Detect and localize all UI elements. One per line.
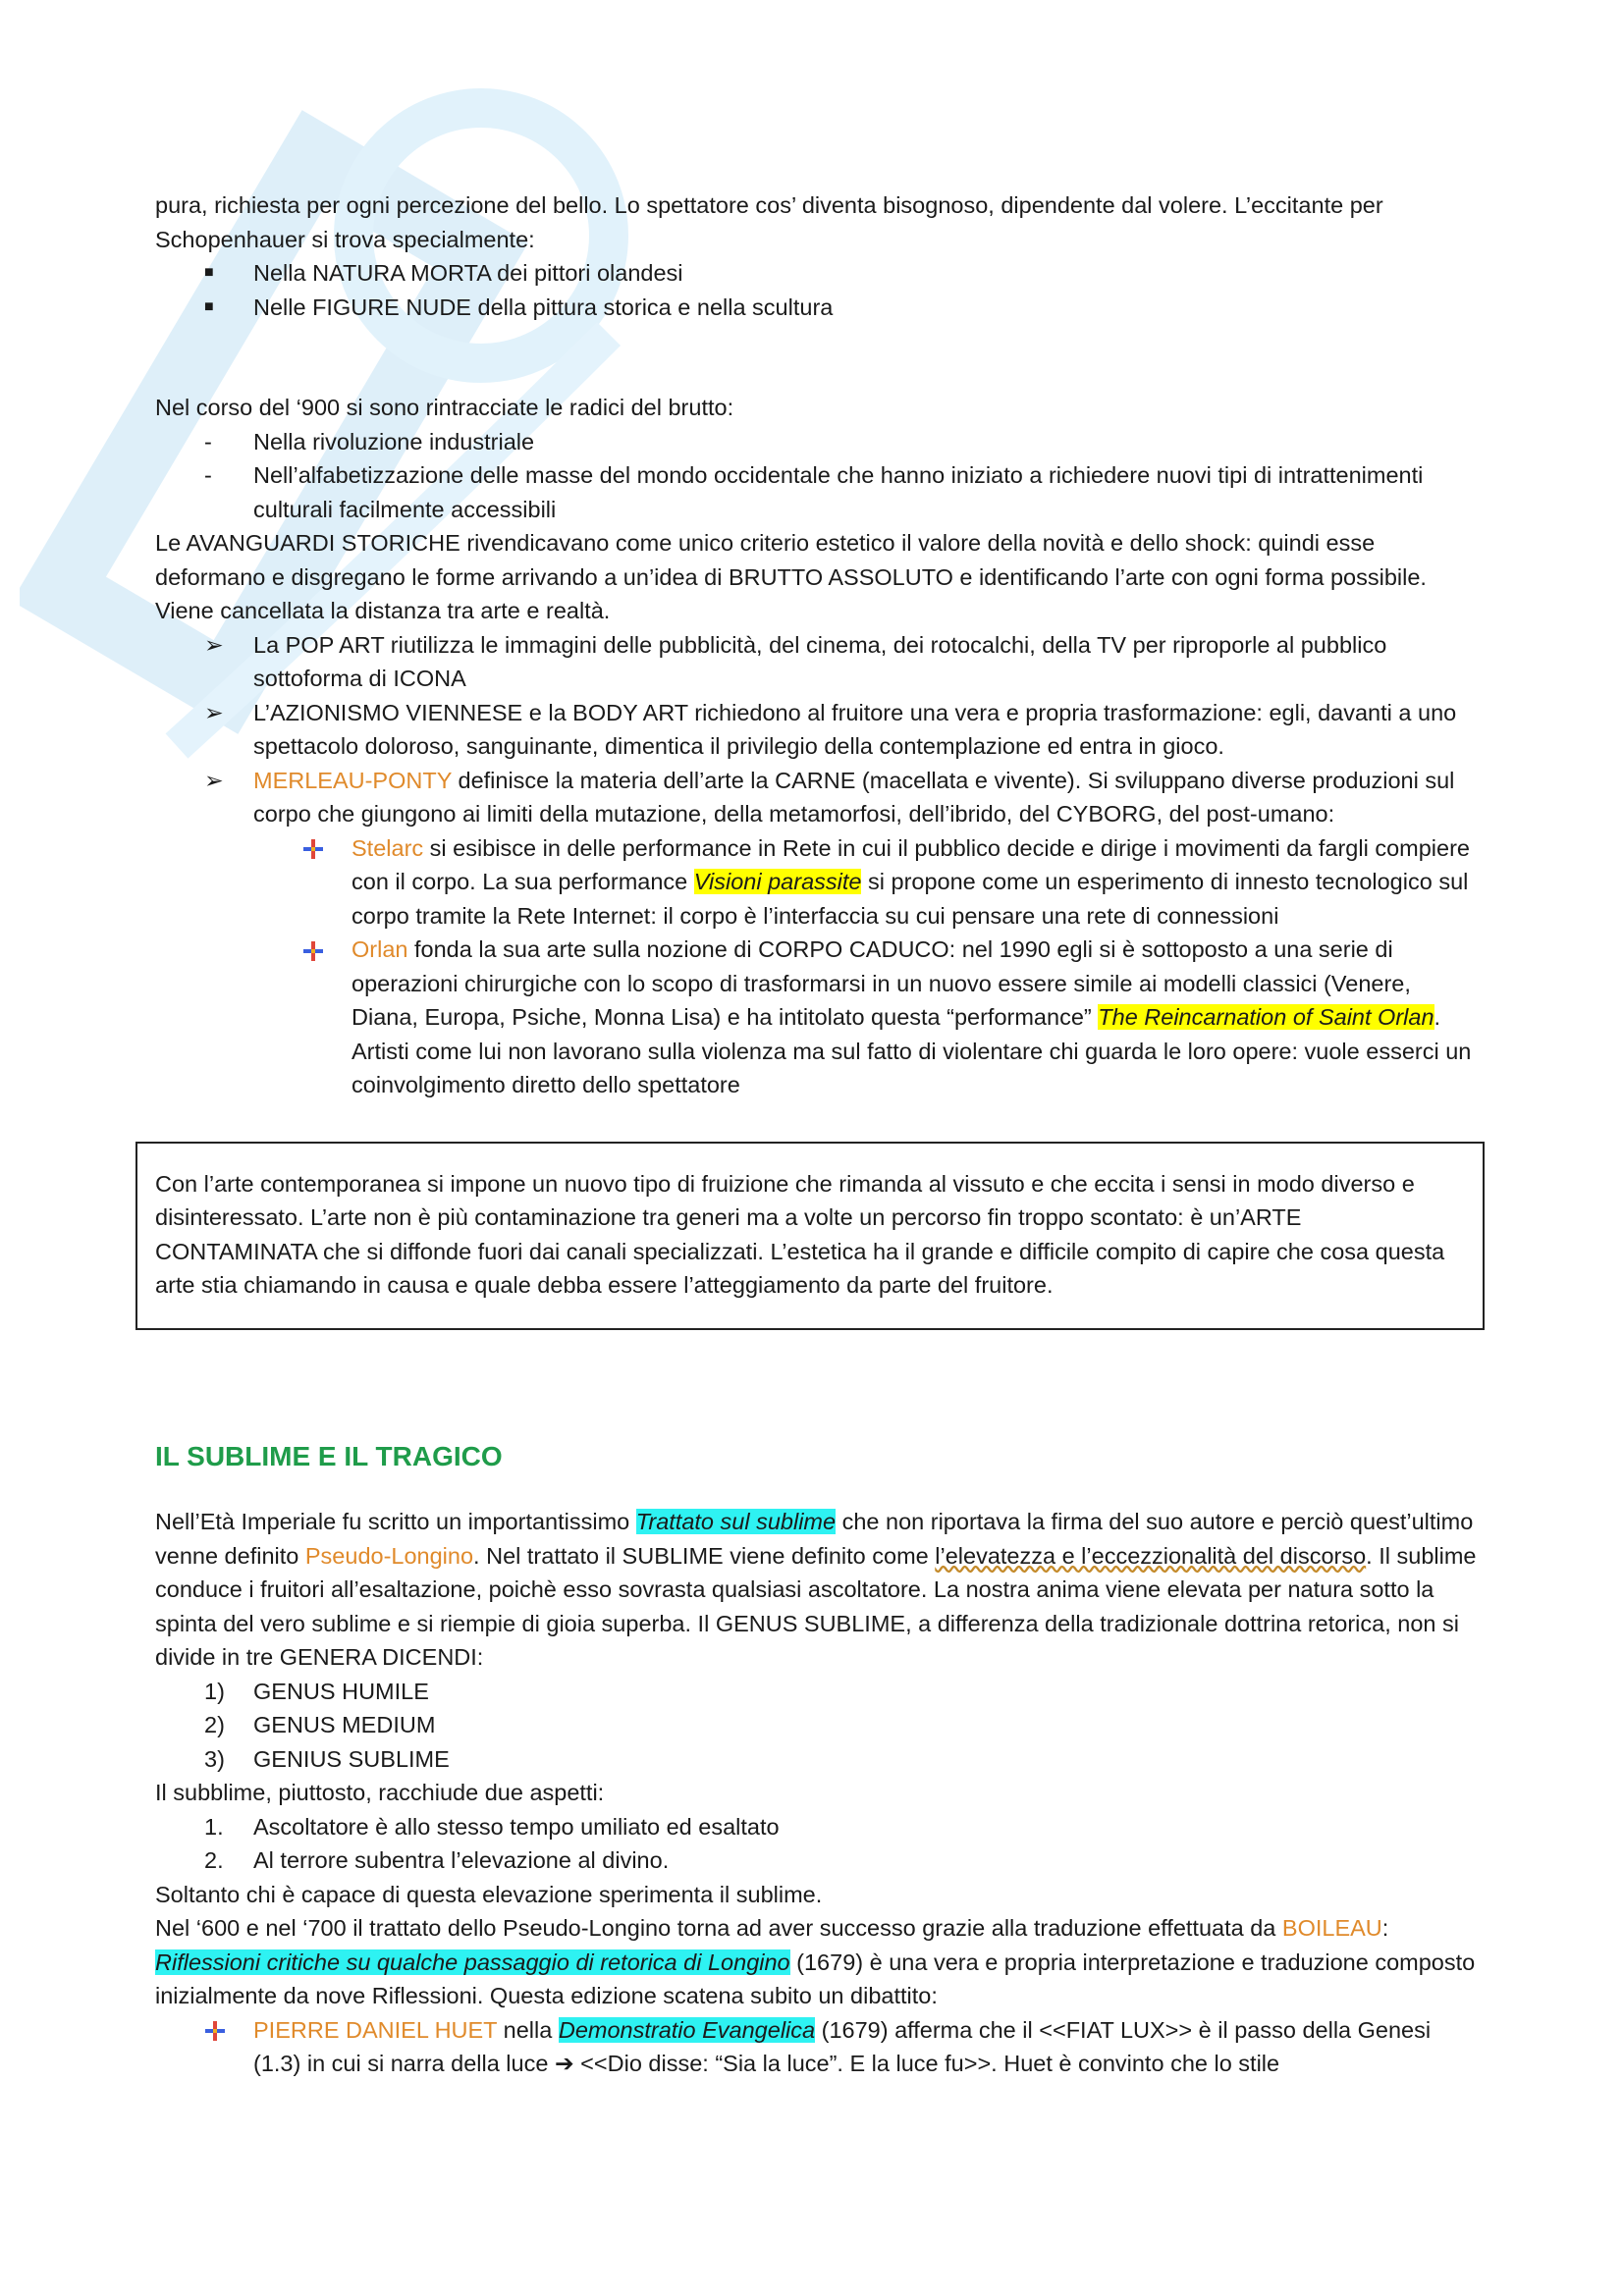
summary-box — [135, 1142, 1485, 1330]
intro-paragraph: pura, richiesta per ogni percezione del bello. Lo spettatore cos’ diventa bisognoso, dipendente dal volere. L’eccitante per Schopenhauer si trova specialmente: — [155, 192, 1383, 252]
square-bullet-icon: ■ — [204, 297, 214, 315]
orlan-work: The Reincarnation of Saint Orlan — [1098, 1004, 1434, 1030]
list-item: ■ Nelle FIGURE NUDE della pittura storica e nella scultura — [155, 291, 1481, 325]
stelarc-name: Stelarc — [352, 834, 424, 861]
arrow-list — [155, 628, 1481, 831]
aspetti-intro: Il subblime, piuttosto, racchiude due aspetti: — [155, 1780, 605, 1805]
cross-arrows-bullet-icon — [302, 831, 342, 866]
list-item: Orlan fonda la sua arte sulla nozione di CORPO CADUCO: nel 1990 egli si è sottoposto a una serie di operazioni chirurgiche con lo scopo di trasformarsi in un nuovo essere simile ai modelli classici (Venere, Diana, Europa, Psiche, Monna Lisa) e ha intitolato questa “performance” The Reincarnation of Saint Orlan. Artisti come lui non lavorano sulla violenza ma sul fatto di violentare chi guarda le loro opere: vuole esserci un coinvolgimento diretto dello spettatore — [155, 933, 1481, 1102]
cross-arrows-bullet-icon — [204, 2013, 243, 2048]
boileau-paragraph: Nel ‘600 e nel ‘700 il trattato dello Pseudo-Longino torna ad aver successo grazie alla traduzione effettuata da BOILEAU: Riflessioni critiche su qualche passaggio di retorica di Longino (1679) è una vera e propria interpretazione e traduzione composto inizialmente da nove Riflessioni. Questa edizione scatena subito un dibattito: — [155, 1915, 1476, 2008]
dash-bullet-icon: - — [204, 428, 212, 454]
square-bullet-icon: ■ — [204, 264, 214, 281]
cross-arrows-bullet-icon — [302, 933, 342, 967]
list-item: ■ Nella NATURA MORTA dei pittori olandesi — [155, 256, 1481, 291]
aspetti-list — [155, 1810, 1481, 1878]
stelarc-work: Visioni parassite — [693, 869, 862, 894]
genera-list — [155, 1675, 1481, 1777]
brutto-list — [155, 425, 1481, 527]
soltanto-line: Soltanto chi è capace di questa elevazione sperimenta il sublime. — [155, 1881, 823, 1907]
artists-list — [155, 831, 1481, 1102]
arrow-bullet-icon: ➢ — [204, 631, 224, 658]
orlan-name: Orlan — [352, 936, 408, 962]
list-item: - Nell’alfabetizzazione delle masse del mondo occidentale che hanno iniziato a richiedere nuovi tipi di intrattenimenti culturali facilmente accessibili — [155, 458, 1481, 526]
list-item: Stelarc si esibisce in delle performance in Rete in cui il pubblico decide e dirige i movimenti da fargli compiere con il corpo. La sua performance Visioni parassite si propone come un esperimento di innesto tecnologico sul corpo tramite la Rete Internet: il corpo è l’interfaccia su cui pensare una rete di connessioni — [155, 831, 1481, 934]
list-item: ➢ MERLEAU-PONTY definisce la materia dell’arte la CARNE (macellata e vivente). Si sviluppano diverse produzioni sul corpo che giungono ai limiti della mutazione, della metamorfosi, dell’ibrido, del CYBORG, del post-umano: — [155, 764, 1481, 831]
brutto-intro: Nel corso del ‘900 si sono rintracciate le radici del brutto: — [155, 395, 734, 420]
right-arrow-icon: ➔ — [554, 2051, 574, 2076]
huet-list — [155, 2013, 1481, 2081]
list-item: 2) GENUS MEDIUM — [204, 1712, 436, 1737]
arrow-bullet-icon: ➢ — [204, 767, 224, 793]
document-page — [155, 188, 1481, 2081]
avanguardie-paragraph: Le AVANGUARDI STORICHE rivendicavano come unico criterio estetico il valore della novità e dello shock: quindi esse deformano e disgregano le forme arrivando a un’idea di BRUTTO ASSOLUTO e identificando l’arte con ogni forma possibile. Viene cancellata la distanza tra arte e realtà. — [155, 530, 1427, 623]
schopenhauer-list — [155, 256, 1481, 324]
list-item: ➢ L’AZIONISMO VIENNESE e la BODY ART richiedono al fruitore una vera e propria trasformazione: egli, davanti a uno spettacolo doloroso, sanguinante, dimentica il privilegio della contemplazione ed entra in gioco. — [155, 696, 1481, 764]
dash-bullet-icon: - — [204, 462, 212, 488]
huet-name: PIERRE DANIEL HUET — [253, 2016, 498, 2043]
demonstratio-work: Demonstratio Evangelica — [558, 2016, 816, 2043]
arrow-bullet-icon: ➢ — [204, 699, 224, 725]
summary-text: Con l’arte contemporanea si impone un nuovo tipo di fruizione che rimanda al vissuto e che eccita i sensi in modo diverso e disinteressato. L’arte non è più contaminazione tra generi ma a volte un percorso fin troppo scontato: è un’ARTE CONTAMINATA che si diffonde fuori dai canali specializzati. L’estetica ha il grande e difficile compito di capire che cosa questa arte stia chiamando in causa e quale debba essere l’atteggiamento da parte del fruitore. — [155, 1170, 1445, 1298]
list-item: - Nella rivoluzione industriale — [155, 425, 1481, 459]
boileau-name: BOILEAU — [1281, 1915, 1382, 1941]
riflessioni-work: Riflessioni critiche su qualche passaggio di retorica di Longino — [155, 1949, 790, 1975]
list-item: 1) GENUS HUMILE — [204, 1678, 429, 1704]
list-item: ➢ La POP ART riutilizza le immagini delle pubblicità, del cinema, dei rotocalchi, della TV per riproporle al pubblico sottoforma di ICONA — [155, 628, 1481, 696]
list-item: 1. Ascoltatore è allo stesso tempo umiliato ed esaltato — [204, 1813, 780, 1840]
list-item: PIERRE DANIEL HUET nella Demonstratio Evangelica (1679) afferma che il <<FIAT LUX>> è il passo della Genesi (1.3) in cui si narra della luce ➔ <<Dio disse: “Sia la luce”. E la luce fu>>. Huet è convinto che lo stile — [155, 2013, 1481, 2081]
list-item: 3) GENIUS SUBLIME — [204, 1745, 450, 1772]
section-title: IL SUBLIME E IL TRAGICO — [155, 1440, 503, 1471]
merleau-ponty-name: MERLEAU-PONTY — [253, 767, 452, 793]
list-item: 2. Al terrore subentra l’elevazione al divino. — [204, 1847, 670, 1873]
sublime-definition: l’elevatezza e l’eccezzionalità del discorso — [935, 1542, 1367, 1569]
sublime-paragraph: Nell’Età Imperiale fu scritto un importantissimo Trattato sul sublime che non riportava la firma del suo autore e perciò quest’ultimo venne definito Pseudo-Longino. Nel trattato il SUBLIME viene definito come l’elevatezza e l’eccezzionalità del discorso. Il sublime conduce i fruitori all’esaltazione, poichè esso sovrasta qualsiasi ascoltatore. La nostra anima viene elevata per natura sotto la spinta del vero sublime e si riempie di gioia superba. Il GENUS SUBLIME, a differenza della tradizionale dottrina retorica, non si divide in tre GENERA DICENDI: — [155, 1509, 1477, 1670]
pseudo-longino-name: Pseudo-Longino — [304, 1542, 474, 1569]
trattato-work: Trattato sul sublime — [635, 1509, 837, 1534]
